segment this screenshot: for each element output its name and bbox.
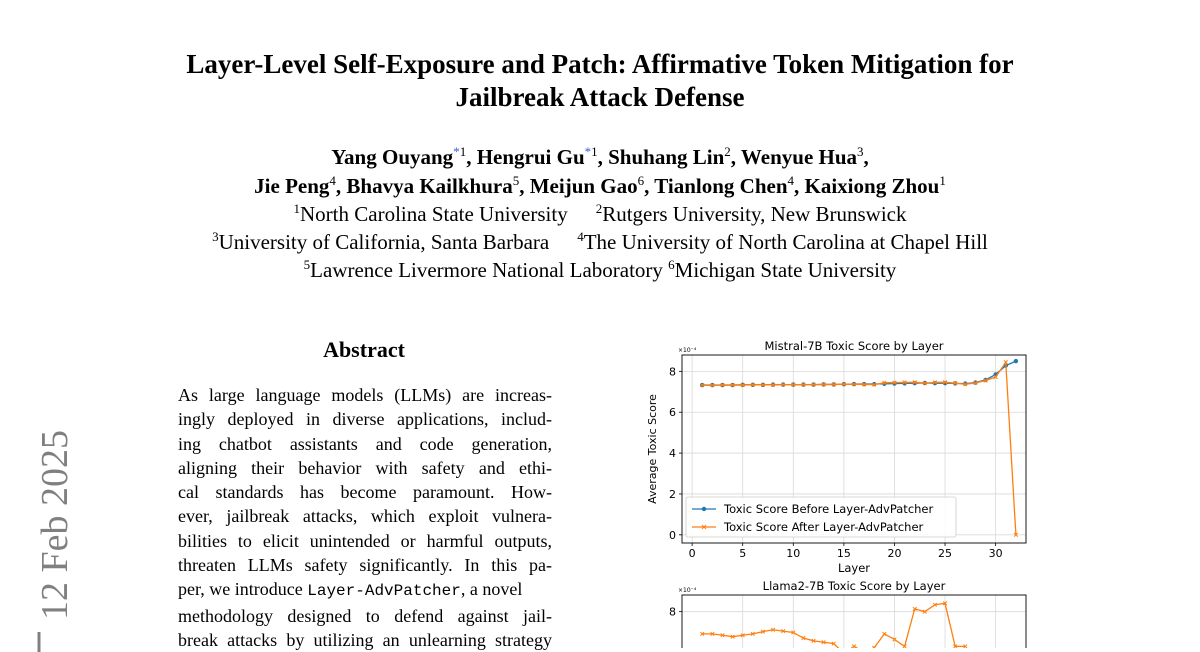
chart1-x-tick-label: 5 [739,547,747,560]
author-line-2: Jie Peng$^4$, Bhavya Kailkhura$^5$, Meijun Gao$^6$, Tianlong Chen$^4$, Kaixiong Zhou$^1$ [254,173,946,198]
author-affiliation-number: 2 [724,144,731,159]
affiliation-list [0,200,1200,284]
equal-contribution-mark: * [584,144,592,159]
author [331,145,466,169]
affiliation-line-1 [0,200,1200,228]
abstract-heading: Abstract [323,337,405,362]
affiliation-name: Michigan State University [674,258,897,282]
chart1-y-tick-label: 2 [669,487,676,501]
author-line-1: Yang Ouyang$^{*1}$, Hengrui Gu$^{*1}$, Shuhang Lin$^2$, Wenyue Hua$^3$, [331,144,869,169]
abstract-line: cal standards has become paramount. How- [178,482,552,503]
affiliation-number: 4 [577,229,584,244]
affiliation-line-3 [0,256,1200,284]
abstract-body [178,383,552,652]
author-affiliation-number: 1 [459,144,467,159]
affiliation-number: 5 [303,257,311,272]
chart1-series-1-point [1014,359,1018,363]
author [477,145,598,169]
abstract-line: bilities to elicit unintended or harmful outputs, [178,530,552,551]
abstract-line: threaten LLMs safety significantly. In this pa- [178,555,552,576]
method-name-code: Layer-AdvPatcher [307,582,461,601]
chart1-x-tick-label: 0 [688,547,696,560]
affiliation-name: Rutgers University, New Brunswick [602,202,907,226]
author [805,174,946,198]
chart1-legend-label-2: Toxic Score After Layer-AdvPatcher [724,520,924,534]
chart1-x-tick-label: 15 [836,547,851,560]
author-name: Shuhang Lin [608,145,725,169]
author-name: Meijun Gao [529,174,638,198]
chart1-legend-label-1: Toxic Score Before Layer-AdvPatcher [724,502,934,516]
chart2-y-scale-label: ×10⁻⁴ [678,587,697,594]
chart1-x-tick-label: 30 [988,547,1003,560]
chart1-series-line-1 [702,361,1016,385]
affiliation-number: 6 [668,257,675,272]
author-affiliation-number: 1 [939,173,946,188]
abstract-line: aligning their behavior with safety and ethi- [178,457,552,478]
author-affiliation-number: 4 [329,173,336,188]
author-affiliation-number: 3 [857,144,864,159]
affiliation-number: 2 [595,201,603,216]
author-affiliation-number: 1 [591,144,598,159]
author-name: Wenyue Hua [740,145,858,169]
abstract-line: methodology designed to defend against jail- [178,605,552,626]
chart1-x-tick-label: 10 [786,547,801,560]
abstract-line-tail: , a novel [460,579,523,600]
author-name: Hengrui Gu [476,145,585,169]
abstract-line: ingly deployed in diverse applications, includ- [178,409,552,430]
author [530,174,644,198]
chart1-series-1-point [933,381,937,385]
author-affiliation-number: 5 [512,173,520,188]
chart2-title: Llama2-7B Toxic Score by Layer [762,579,946,593]
author-list [0,143,1200,201]
title-line-1: Layer-Level Self-Exposure and Patch: Affirmative Token Mitigation for [186,49,1014,79]
chart1-y-tick-label: 0 [669,528,676,542]
abstract-line: break attacks by utilizing an unlearning strategy [178,629,552,650]
author-affiliation-number: 4 [787,173,795,188]
author [608,145,731,169]
chart1-x-tick-label: 20 [887,547,902,560]
chart1-y-tick-label: 4 [669,447,676,461]
chart2-series-1-point [852,645,856,648]
author [346,174,519,198]
chart1-y-tick-label: 6 [669,406,676,420]
author [654,174,794,198]
abstract-line-9 [178,577,552,603]
affiliation-number: 1 [293,201,301,216]
chart1-legend-marker-1 [702,507,706,511]
author [254,174,336,198]
author-name: Jie Peng [254,174,330,198]
affiliation-name: The University of North Carolina at Chapel Hill [583,230,988,254]
abstract-line: ing chatbot assistants and code generation, [178,433,552,454]
affiliation-number: 3 [212,229,219,244]
arxiv-date-stamp [20,422,80,652]
abstract-line: As large language models (LLMs) are increas- [178,385,552,405]
chart2-y-tick-label: 8 [669,605,676,619]
chart1-y-scale-label: ×10⁻⁴ [678,347,697,354]
paper-title [0,48,1200,114]
author-name: Bhavya Kailkhura [346,174,513,198]
title-line-2: Jailbreak Attack Defense [455,82,745,112]
affiliation-line-2 [0,228,1200,256]
chart1-title: Mistral-7B Toxic Score by Layer [764,339,944,353]
author-name: Tianlong Chen [654,174,788,198]
affiliation-name: North Carolina State University [300,202,568,226]
chart1-y-axis-label: Average Toxic Score [646,394,659,504]
abstract-line-text: per, we introduce [178,579,308,600]
author-affiliation-number: 6 [637,173,645,188]
affiliation-name: Lawrence Livermore National Laboratory [310,258,663,282]
chart1-x-axis-label: Layer [837,561,871,575]
affiliation-name: University of California, Santa Barbara [218,230,550,254]
chart1-y-tick-label: 8 [669,365,676,379]
chart1-x-tick-label: 25 [938,547,953,560]
author-name: Yang Ouyang [331,145,454,169]
chart2-plot-frame [682,595,1026,648]
toxic-score-figure [640,335,1040,648]
arxiv-date-text: 12 Feb 2025 [34,430,76,620]
author-name: Kaixiong Zhou [804,174,940,198]
author [741,145,864,169]
equal-contribution-mark: * [453,144,460,159]
abstract-line: ever, jailbreak attacks, which exploit vulnera- [178,506,552,527]
